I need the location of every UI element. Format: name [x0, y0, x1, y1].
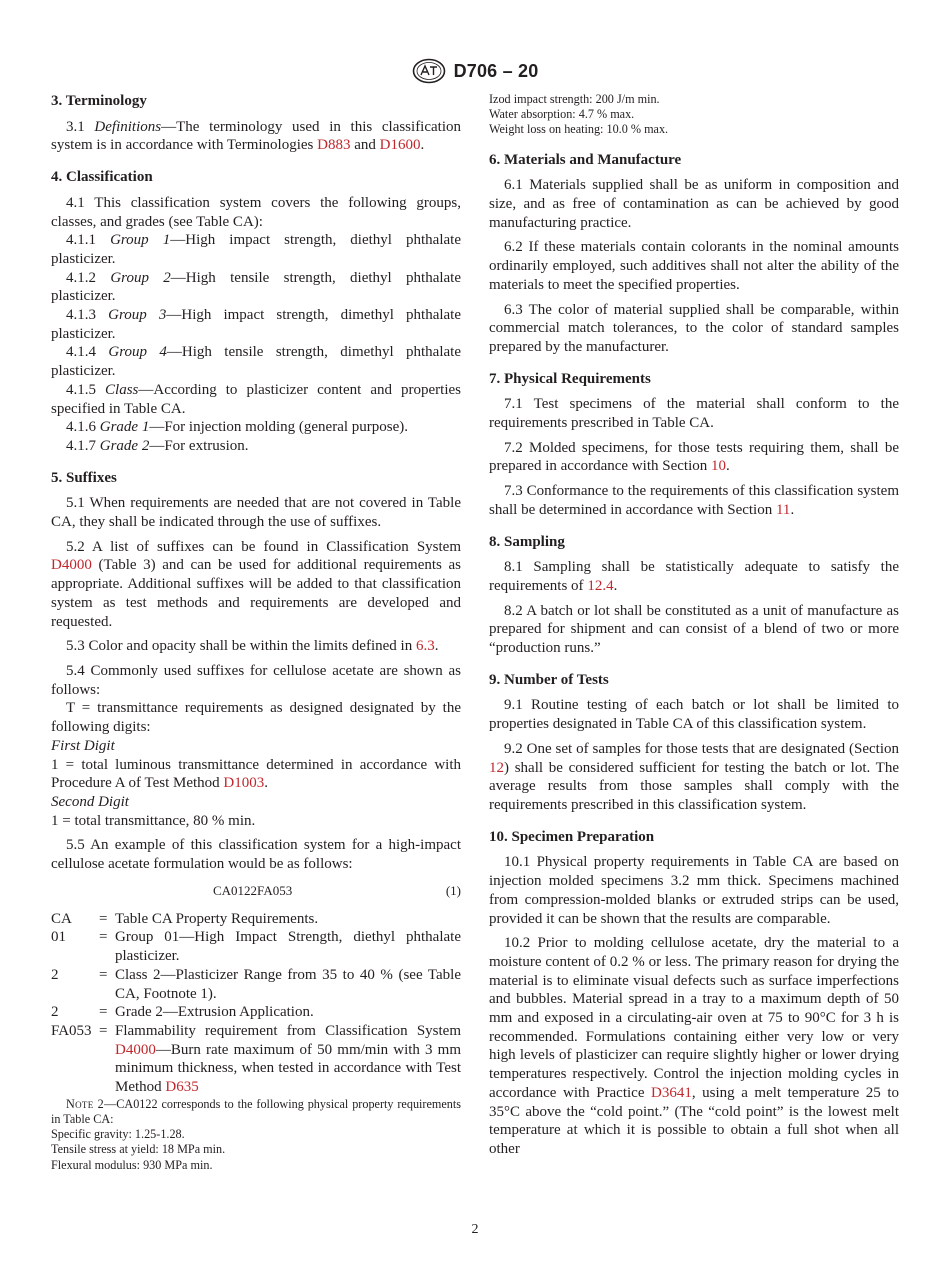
paragraph: 8.1 Sampling shall be statistically adequate to satisfy the requirements of 12.4.	[489, 559, 899, 594]
paragraph: 5.3 Color and opacity shall be within the limits defined in 6.3.	[66, 638, 439, 655]
definition-key: 2	[51, 1004, 59, 1021]
paragraph: 4.1.3 Group 3—High impact strength, dimethyl phthalate plasticizer.	[51, 307, 462, 342]
note: Note 2—CA0122 corresponds to the following physical property requirements in Table CA:	[51, 1096, 461, 1126]
equation-text: CA0122FA053	[213, 882, 293, 898]
paragraph: 4.1 This classification system covers the following groups, classes, and grades (see Table CA):	[51, 194, 461, 230]
reference-link[interactable]: 11	[775, 501, 791, 518]
reference-link[interactable]: 10	[710, 458, 726, 475]
paragraph: 4.1.2 Group 2—High tensile strength, diethyl phthalate plasticizer.	[51, 269, 461, 305]
paragraph: 1 = total luminous transmittance determined in accordance with Procedure A of Test Method D1003.	[51, 756, 461, 792]
property-line: Specific gravity: 1.25-1.28.	[51, 1127, 185, 1142]
definition-value: Class 2—Plasticizer Range from 35 to 40 % (see Table CA, Footnote 1).	[115, 966, 461, 1002]
paragraph: 5.2 A list of suffixes can be found in Classification System D4000 (Table 3) and can be used for additional requirements as appropriate. Additional suffixes will be added to that classification system as test methods and requirements are developed and requested.	[51, 538, 461, 630]
page-number: 2	[471, 1222, 479, 1237]
paragraph: 9.1 Routine testing of each batch or lot shall be limited to properties designated in Table CA of this classification system.	[489, 697, 899, 733]
definition-eq: =	[99, 910, 108, 927]
subheading: First Digit	[51, 737, 115, 754]
paragraph: 5.1 When requirements are needed that are not covered in Table CA, they shall be indicated through the use of suffixes.	[51, 495, 461, 531]
paragraph: 5.4 Commonly used suffixes for cellulose acetate are shown as follows:	[51, 662, 461, 698]
paragraph: 7.2 Molded specimens, for those tests requiring them, shall be prepared in accordance with Section 10.	[489, 439, 899, 475]
definition-key: FA053	[51, 1022, 92, 1039]
paragraph: 1 = total transmittance, 80 % min.	[51, 812, 256, 829]
reference-link[interactable]: 6.3	[415, 638, 435, 655]
paragraph: 7.1 Test specimens of the material shall conform to the requirements prescribed in Table CA.	[489, 396, 899, 432]
section-heading: 8. Sampling	[489, 533, 565, 550]
paragraph: 4.1.4 Group 4—High tensile strength, dimethyl phthalate plasticizer.	[51, 344, 461, 380]
page-header	[0, 56, 950, 86]
reference-link[interactable]: D883	[317, 137, 351, 154]
paragraph: 6.1 Materials supplied shall be as uniform in composition and size, and as free of contamination as can be achieved by good manufacturing practice.	[489, 177, 899, 231]
reference-link[interactable]: D1003	[223, 775, 265, 792]
property-line: Water absorption: 4.7 % max.	[489, 107, 635, 122]
paragraph: 7.3 Conformance to the requirements of this classification system shall be determined in accordance with Section 11.	[489, 483, 899, 518]
definition-value: Table CA Property Requirements.	[115, 910, 319, 927]
definition-key: CA	[51, 910, 72, 927]
astm-logo-icon	[412, 58, 446, 84]
section-heading: 4. Classification	[51, 169, 153, 186]
paragraph: 9.2 One set of samples for those tests that are designated (Section 12) shall be considered sufficient for testing the batch or lot. The average results from those samples shall comply with the requirements prescribed in this classification system.	[489, 740, 899, 813]
definition-value: Group 01—High Impact Strength, diethyl phthalate plasticizer.	[115, 929, 461, 965]
reference-link[interactable]: D1600	[379, 137, 421, 154]
reference-link[interactable]: D4000	[115, 1041, 156, 1058]
definition-eq: =	[99, 1022, 108, 1039]
designation-title: D706 – 20	[453, 60, 539, 81]
subheading: Second Digit	[51, 793, 129, 810]
paragraph: 4.1.7 Grade 2—For extrusion.	[66, 437, 249, 454]
paragraph: 3.1 Definitions—The terminology used in this classification system is in accordance with Terminologies D883 and D1600.	[51, 118, 462, 154]
property-line: Izod impact strength: 200 J/m min.	[489, 92, 660, 106]
reference-link[interactable]: D3641	[651, 1084, 692, 1101]
section-heading: 10. Specimen Preparation	[489, 828, 655, 845]
definition-list	[51, 910, 461, 1097]
paragraph: 10.1 Physical property requirements in Table CA are based on injection molded specimens 3.2 mm thick. Specimens machined from compression-molded blanks or extruded strips can be used, provided it can be shown that the results are comparable.	[489, 854, 899, 927]
property-line: Tensile stress at yield: 18 MPa min.	[51, 1142, 226, 1157]
section-heading: 9. Number of Tests	[489, 671, 609, 688]
equation-number: (1)	[445, 882, 461, 898]
paragraph: 8.2 A batch or lot shall be constituted as a unit of manufacture as prepared for shipment and can consist of a blend of two or more “production runs.”	[489, 602, 899, 657]
paragraph: T = transmittance requirements as designed designated by the following digits:	[51, 700, 461, 736]
paragraph: 10.2 Prior to molding cellulose acetate, dry the material to a moisture content of 0.2 % or less. The primary reason for drying the material is to eliminate visual defects such as surface imperfections and bubbles. Material spread in a tray to a maximum depth of 50 mm and exposed in a circulating-air oven at 75 to 90°C for 3 h is recommended. Formulations containing either very low or very high levels of plasticizer can require slightly higher or lower drying temperatures respectively. Control the injection molding cycles in accordance with Practice D3641, using a melt temperature 25 to 35°C above the “cold point.” (The “cold point” is the lowest melt temperature at which it is possible to obtain a full shot when all other	[489, 935, 899, 1157]
left-column	[51, 92, 461, 1173]
definition-eq: =	[99, 966, 108, 983]
paragraph: 4.1.6 Grade 1—For injection molding (general purpose).	[66, 419, 409, 436]
paragraph: 4.1.1 Group 1—High impact strength, diethyl phthalate plasticizer.	[51, 232, 461, 267]
definition-eq: =	[99, 1004, 108, 1021]
property-line: Weight loss on heating: 10.0 % max.	[489, 122, 669, 137]
paragraph: 6.2 If these materials contain colorants in the nominal amounts ordinarily employed, such additives shall not alter the ability of the materials to meet the specified properties.	[489, 239, 899, 293]
reference-link[interactable]: 12	[489, 759, 504, 776]
paragraph: 5.5 An example of this classification system for a high-impact cellulose acetate formulation would be as follows:	[51, 837, 461, 873]
paragraph: 6.3 The color of material supplied shall be comparable, within commercial match tolerances, to the color of standard samples prepared by the manufacturer.	[489, 301, 899, 355]
section-heading: 7. Physical Requirements	[489, 370, 651, 387]
definition-value: Grade 2—Extrusion Application.	[115, 1004, 314, 1021]
section-heading: 6. Materials and Manufacture	[489, 151, 682, 168]
reference-link[interactable]: 12.4	[587, 577, 614, 594]
right-column	[489, 92, 899, 1159]
definition-key: 01	[51, 929, 66, 946]
property-line: Flexural modulus: 930 MPa min.	[51, 1157, 213, 1172]
reference-link[interactable]: D635	[165, 1079, 199, 1096]
section-heading: 5. Suffixes	[51, 469, 117, 486]
section-heading: 3. Terminology	[51, 93, 147, 109]
definition-key: 2	[51, 966, 59, 983]
definition-value: Flammability requirement from Classification System D4000—Burn rate maximum of 50 mm/min with 3 mm minimum thickness, when tested in accordance with Test Method D635	[115, 1022, 461, 1096]
paragraph: 4.1.5 Class—According to plasticizer content and properties specified in Table CA.	[51, 381, 461, 417]
equation	[51, 882, 461, 900]
definition-eq: =	[99, 929, 108, 946]
reference-link[interactable]: D4000	[51, 557, 92, 574]
